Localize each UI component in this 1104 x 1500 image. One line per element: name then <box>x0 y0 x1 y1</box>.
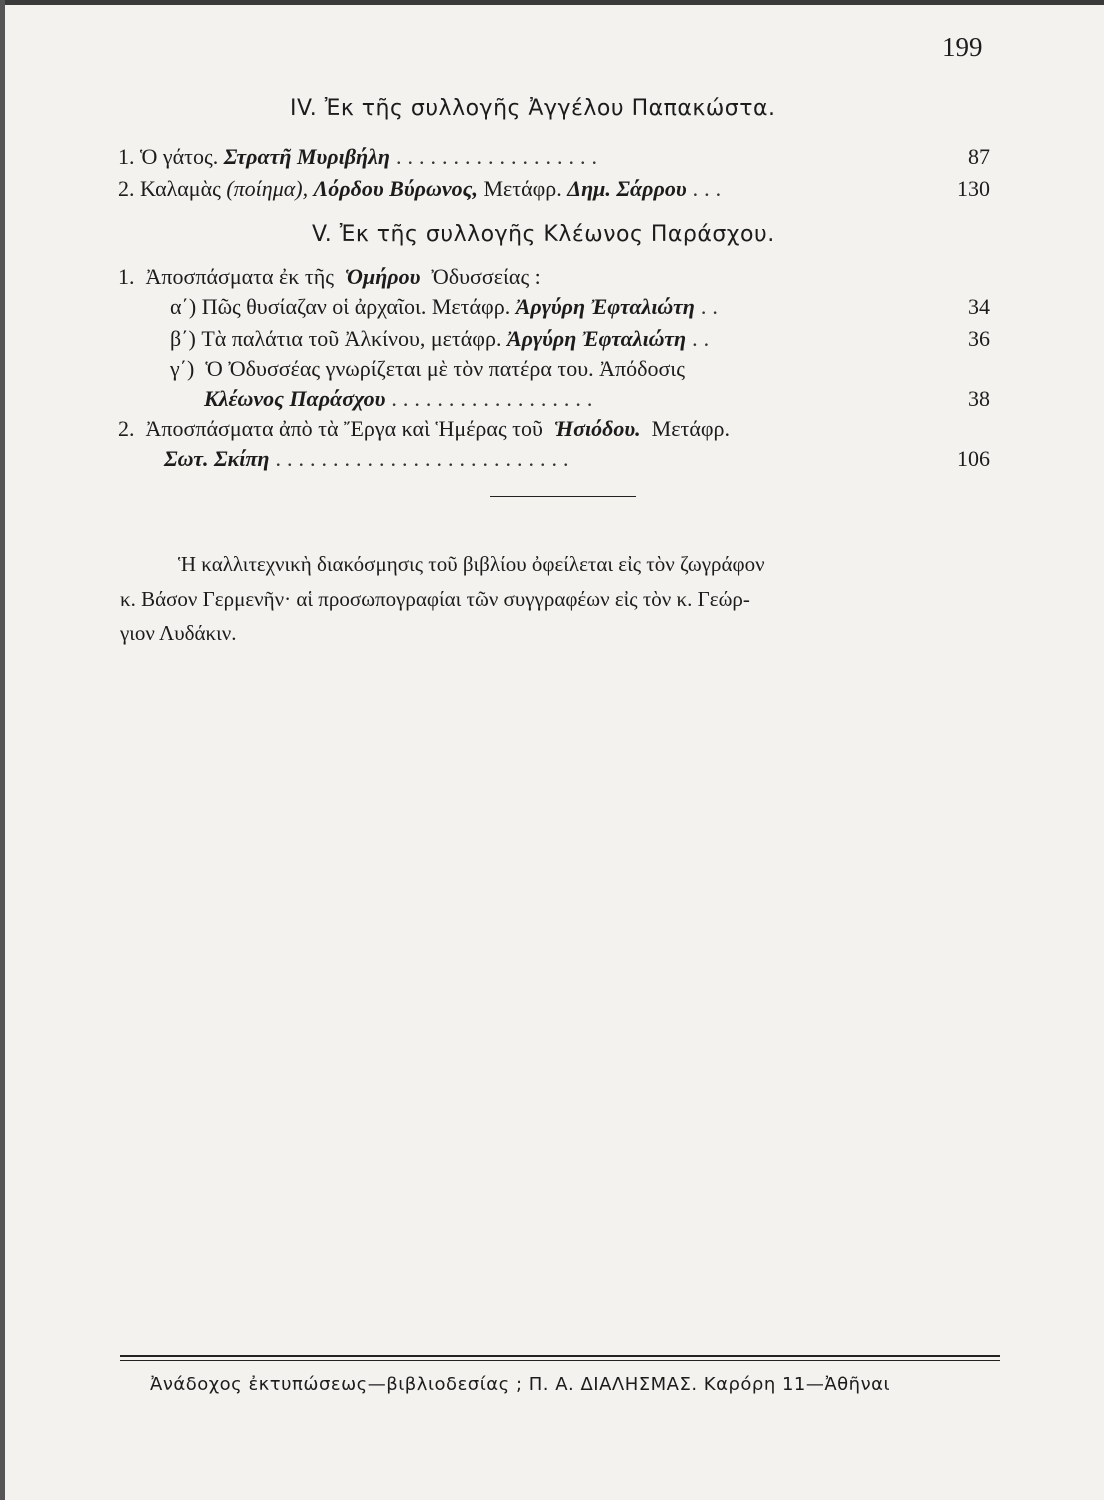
leader-dots: ... <box>692 176 728 201</box>
entry-author: Ἡσιόδου. <box>553 416 641 441</box>
toc-entry-v-1 <box>118 262 541 292</box>
entry-subtitle: (ποίημα), <box>226 176 309 201</box>
entry-translator: Σωτ. Σκίπη <box>164 446 270 471</box>
subentry-translator: Κλέωνος Παράσχου <box>204 386 386 411</box>
subentry-page: 36 <box>968 326 990 351</box>
subentry-translator: Ἀργύρη Ἐφταλιώτη <box>515 294 695 319</box>
entry-number: 1. <box>118 264 135 289</box>
subentry-page: 34 <box>968 294 990 319</box>
note-line-1: Ἡ καλλιτεχνικὴ διακόσμησις τοῦ βιβλίου ὀφείλεται εἰς τὸν ζωγράφον <box>178 552 765 576</box>
subentry-title: Πῶς θυσίαζαν οἱ ἀρχαῖοι. Μετάφρ. <box>201 294 511 319</box>
toc-subentry-c-cont <box>204 384 990 414</box>
toc-entry-v-2 <box>118 414 730 444</box>
leader-dots: .. <box>692 326 716 351</box>
printer-imprint: Ἀνάδοχος ἐκτυπώσεως—βιβλιοδεσίας ; Π. Α. ΔΙΑΛΗΣΜΑΣ. Καρόρη 11—Ἀθῆναι <box>150 1374 891 1395</box>
leader-dots: .................. <box>395 144 603 169</box>
subentry-label: α΄) <box>170 294 197 319</box>
subentry-translator: Ἀργύρη Ἐφταλιώτη <box>506 326 687 351</box>
subentry-page: 38 <box>968 386 990 411</box>
footer-rule-top <box>120 1355 1000 1357</box>
entry-title: Ἀποσπάσματα ἐκ τῆς <box>145 264 334 289</box>
entry-title-cont: Ὀδυσσείας : <box>431 264 541 289</box>
entry-page: 87 <box>968 144 990 169</box>
section-divider <box>490 496 636 497</box>
toc-subentry-c <box>170 354 685 384</box>
toc-entry-iv-1 <box>118 142 990 172</box>
section-v-heading: V. Ἐκ τῆς συλλογῆς Κλέωνος Παράσχου. <box>312 222 775 247</box>
toc-entry-v-2-cont <box>164 444 990 474</box>
entry-author: Ὁμήρου <box>344 264 421 289</box>
page-number: 199 <box>942 32 983 62</box>
note-line-3: γιον Λυδάκιν. <box>120 621 237 645</box>
entry-translator: Σάρρου <box>616 176 687 201</box>
scan-edge-top <box>0 0 1104 5</box>
entry-author: Στρατῆ Μυριβήλη <box>223 144 390 169</box>
entry-page: 130 <box>957 176 990 201</box>
leader-dots: .......................... <box>275 446 575 471</box>
leader-dots: .. <box>700 294 724 319</box>
note-line-2: κ. Βάσον Γερμενῆν· αἱ προσωπογραφίαι τῶν συγγραφέων εἰς τὸν κ. Γεώρ- <box>120 587 750 611</box>
entry-title: Ἀποσπάσματα ἀπὸ τὰ Ἔργα καὶ Ἡμέρας τοῦ <box>145 416 543 441</box>
entry-translation-label: Μετάφρ. <box>651 416 731 441</box>
toc-subentry-b <box>170 324 990 354</box>
entry-title: Καλαμὰς <box>140 176 221 201</box>
entry-number: 1. <box>118 144 135 169</box>
entry-number: 2. <box>118 416 135 441</box>
toc-entry-iv-2 <box>118 174 990 204</box>
subentry-title: Ὁ Ὀδυσσέας γνωρίζεται μὲ τὸν πατέρα του. Ἀπόδοσις <box>205 356 685 381</box>
subentry-label: γ΄) <box>170 356 195 381</box>
entry-title: Ὁ γάτος. <box>140 144 219 169</box>
entry-translator-initial: Δημ. <box>567 176 611 201</box>
footer-rule-bottom <box>120 1360 1000 1361</box>
subentry-title: Τὰ παλάτια τοῦ Ἀλκίνου, μετάφρ. <box>201 326 502 351</box>
section-iv-heading: IV. Ἐκ τῆς συλλογῆς Ἀγγέλου Παπακώστα. <box>290 96 776 121</box>
entry-author: Λόρδου Βύρωνος, <box>313 176 478 201</box>
toc-subentry-a <box>170 292 990 322</box>
scan-edge-left <box>0 0 5 1500</box>
entry-translation-label: Μετάφρ. <box>483 176 562 201</box>
entry-page: 106 <box>957 446 990 471</box>
entry-number: 2. <box>118 176 135 201</box>
leader-dots: .................. <box>391 386 599 411</box>
subentry-label: β΄) <box>170 326 196 351</box>
